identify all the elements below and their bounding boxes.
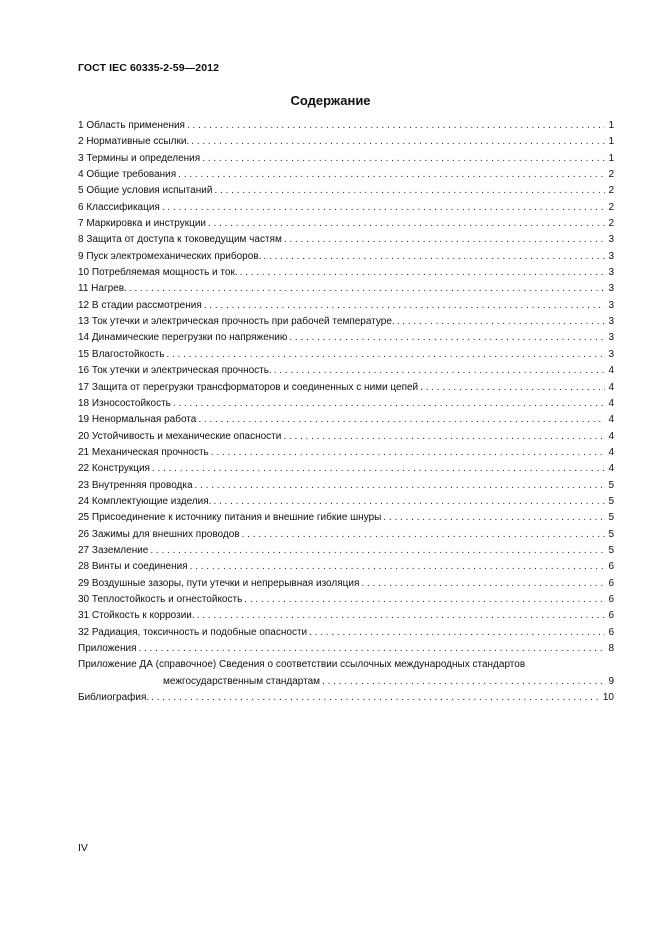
toc-entry-page: 4 [608,414,614,426]
toc-entry-bibliography [78,690,614,706]
dot-leader [187,118,605,134]
toc-entry-page: 6 [608,610,614,622]
dot-leader [283,429,605,445]
toc-entry-page: 5 [608,512,614,524]
dot-leader [151,690,600,706]
toc-entry [78,281,614,297]
dot-leader [198,412,605,428]
toc-entry-annex-da [78,657,614,690]
toc-entry-title: 32 Радиация, токсичность и подобные опасности [78,626,308,638]
toc-entry-title: 23 Внутренняя проводка [78,479,193,491]
toc-entry-title: 29 Воздушные зазоры, пути утечки и непрерывная изоляция [78,577,360,589]
toc-entry-page: 2 [608,169,614,181]
dot-leader [129,281,606,297]
toc-entry-title: 25 Присоединение к источнику питания и внешние гибкие шнуры [78,512,382,524]
toc-entry-page: 5 [608,528,614,540]
toc-entry-title: 3 Термины и определения [78,152,201,164]
toc-entry [78,478,614,494]
toc-entry-title: 14 Динамические перегрузки по напряжению [78,332,288,344]
toc-entry-title: 9 Пуск электромеханических приборов. [78,250,262,262]
toc-entry [78,183,614,199]
toc-entry [78,445,614,461]
toc-entry-page: 3 [608,267,614,279]
toc-entry-page: 4 [608,446,614,458]
toc-entry [78,347,614,363]
toc-entry [78,298,614,314]
toc-entry-page: 4 [608,430,614,442]
dot-leader [190,559,606,575]
dot-leader [397,314,606,330]
toc-entry [78,265,614,281]
toc-entry [78,592,614,608]
dot-leader [166,347,605,363]
toc-entry-page: 3 [608,316,614,328]
toc-entry-title: 8 Защита от доступа к токоведущим частям [78,234,282,246]
dot-leader [211,445,606,461]
toc-entry-title: 26 Зажимы для внешних проводов [78,528,240,540]
dot-leader [263,249,605,265]
toc-entry-title: 11 Нагрев. [78,283,127,295]
toc-entry-continuation [78,674,614,690]
toc-entry-title: Библиография. [78,692,150,704]
dot-leader [173,396,606,412]
toc-entry-title: 5 Общие условия испытаний [78,185,213,197]
toc-entry [78,461,614,477]
toc-entry-page: 10 [602,692,614,704]
toc-entry-page: 3 [608,283,614,295]
toc-entry-title: 15 Влагостойкость [78,348,165,360]
dot-leader [420,380,605,396]
table-of-contents [78,118,614,706]
toc-entry-page: 9 [608,675,614,687]
toc-entry-title: 1 Область применения [78,120,185,131]
toc-entry [78,494,614,510]
dot-leader [284,232,606,248]
toc-entry-page: 3 [608,348,614,360]
dot-leader [139,641,606,657]
toc-entry [78,249,614,265]
toc-entry [78,527,614,543]
dot-leader [274,363,606,379]
toc-entry-title: 4 Общие требования [78,169,177,181]
toc-entry [78,559,614,575]
toc-entry [78,314,614,330]
toc-entry-page: 8 [608,643,614,654]
toc-entry [78,167,614,183]
toc-entry-page: 5 [608,495,614,507]
dot-leader [383,510,605,526]
toc-entry [78,118,614,134]
toc-entry-title: 21 Механическая прочность [78,446,209,458]
dot-leader [322,674,605,690]
toc-entry-title: 28 Винты и соединения [78,561,188,573]
toc-entry [78,625,614,641]
dot-leader [361,576,605,592]
toc-entry-title: Приложения [78,643,137,654]
toc-entry-title: 31 Стойкость к коррозии. [78,610,195,622]
dot-leader [214,183,605,199]
dot-leader [150,543,605,559]
toc-entry-title: 24 Комплектующие изделия. [78,495,212,507]
toc-entry [78,396,614,412]
toc-entry-title: 7 Маркировка и инструкции [78,218,207,230]
toc-entry [78,576,614,592]
toc-entry-page: 6 [608,577,614,589]
toc-entry-page: 6 [608,626,614,638]
toc-entry [78,429,614,445]
toc-entry-title: 16 Ток утечки и электрическая прочность. [78,365,272,377]
toc-entry-title: Приложение ДА (справочное) Сведения о соответствии ссылочных международных стандартов [78,659,526,671]
dot-leader [244,592,605,608]
toc-entry-title: 18 Износостойкость [78,397,171,409]
toc-entry-page: 4 [608,381,614,393]
toc-entry [78,151,614,167]
toc-entry-title: 20 Устойчивость и механические опасности [78,430,282,442]
toc-entry [78,363,614,379]
toc-entry-page: 4 [608,365,614,377]
dot-leader [162,200,606,216]
toc-entry-title: 30 Теплостойкость и огнестойкость [78,593,243,605]
dot-leader [208,216,605,232]
toc-entry [78,232,614,248]
dot-leader [197,608,606,624]
toc-entry-page: 3 [608,234,614,246]
toc-entry-page: 5 [608,544,614,556]
dot-leader [152,461,605,477]
toc-entry-title: 19 Ненормальная работа [78,414,197,426]
toc-entry [78,641,614,657]
toc-entry-title: 12 В стадии рассмотрения [78,299,202,311]
toc-entry [78,543,614,559]
dot-leader [195,478,606,494]
toc-entry [78,330,614,346]
dot-leader [309,625,605,641]
dot-leader [191,134,605,150]
toc-entry-title: 27 Заземление [78,544,149,556]
dot-leader [202,151,605,167]
toc-entry-page: 2 [608,185,614,197]
toc-entry [78,200,614,216]
toc-entry-page: 1 [608,136,614,148]
toc-entry-title-continued: межгосударственным стандартам [163,675,321,687]
toc-entry-page: 5 [608,479,614,491]
dot-leader [242,527,606,543]
dot-leader [178,167,605,183]
page-title: Содержание [290,93,371,108]
toc-entry-page: 6 [608,561,614,573]
toc-entry-page: 3 [608,332,614,344]
dot-leader [289,330,605,346]
toc-entry-title: 2 Нормативные ссылки. [78,136,190,148]
toc-entry-page: 4 [608,397,614,409]
toc-entry-page: 1 [608,152,614,164]
toc-entry [78,134,614,150]
dot-leader [204,298,606,314]
toc-entry-page: 3 [608,250,614,262]
toc-entry [78,216,614,232]
toc-entry [78,412,614,428]
toc-entry [78,380,614,396]
document-header: ГОСТ IEC 60335-2-59—2012 [78,62,220,74]
toc-entry-page: 3 [608,299,614,311]
toc-entry-title: 13 Ток утечки и электрическая прочность при рабочей температуре. [78,316,395,328]
toc-entry-page: 2 [608,218,614,230]
toc-entry-title: 6 Классификация [78,201,160,213]
toc-entry-page: 1 [608,120,614,131]
toc-entry [78,510,614,526]
toc-entry-page: 2 [608,201,614,213]
toc-entry [78,608,614,624]
dot-leader [240,265,606,281]
toc-entry-title: 22 Конструкция [78,463,150,475]
toc-entry-title: 10 Потребляемая мощность и ток. [78,267,238,279]
toc-entry-page: 6 [608,593,614,605]
toc-entry-page: 4 [608,463,614,475]
page-number-footer: IV [78,842,88,854]
toc-entry-title: 17 Защита от перегрузки трансформаторов и соединенных с ними цепей [78,381,419,393]
dot-leader [213,494,605,510]
